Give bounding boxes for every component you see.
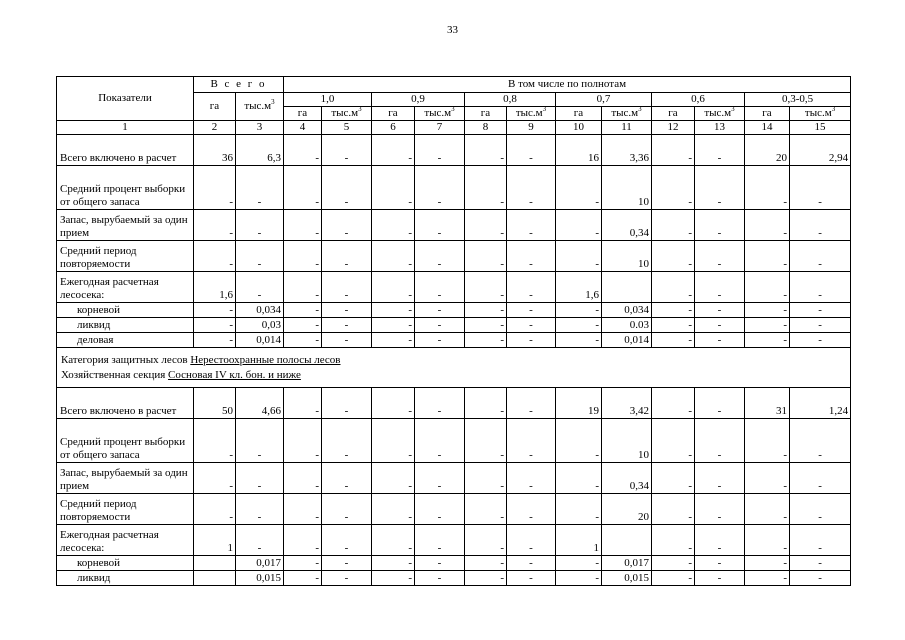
table-row bbox=[57, 571, 851, 586]
table-cell: - bbox=[372, 241, 415, 272]
table-cell: 1 bbox=[194, 525, 236, 556]
table-cell: 0,34 bbox=[602, 463, 652, 494]
header-column-number: 10 bbox=[556, 121, 602, 135]
row-label: Всего включено в расчет bbox=[57, 388, 194, 419]
table-cell: - bbox=[507, 166, 556, 210]
table-cell: - bbox=[322, 556, 372, 571]
table-cell: - bbox=[790, 241, 851, 272]
table-cell: - bbox=[465, 463, 507, 494]
row-label: корневой bbox=[57, 303, 194, 318]
table-cell: - bbox=[745, 571, 790, 586]
table-cell: 31 bbox=[745, 388, 790, 419]
table-row bbox=[57, 556, 851, 571]
table-cell: - bbox=[284, 318, 322, 333]
table-cell: - bbox=[194, 318, 236, 333]
table-cell: - bbox=[415, 494, 465, 525]
table-cell: - bbox=[236, 525, 284, 556]
table-cell: - bbox=[695, 272, 745, 303]
table-cell: - bbox=[372, 525, 415, 556]
header-density: 0,8 bbox=[465, 93, 556, 107]
table-cell: 1,6 bbox=[556, 272, 602, 303]
table-cell: 10 bbox=[602, 241, 652, 272]
table-cell: - bbox=[322, 210, 372, 241]
table-cell: - bbox=[745, 166, 790, 210]
table-cell: - bbox=[322, 571, 372, 586]
table-cell: - bbox=[556, 241, 602, 272]
table-cell: - bbox=[322, 494, 372, 525]
table-cell: - bbox=[790, 166, 851, 210]
table-cell: - bbox=[284, 525, 322, 556]
table-cell: - bbox=[790, 333, 851, 348]
table-cell: 0,034 bbox=[236, 303, 284, 318]
table-row bbox=[57, 419, 851, 463]
table-cell: - bbox=[194, 210, 236, 241]
table-cell: - bbox=[652, 419, 695, 463]
table-cell: 0,03 bbox=[236, 318, 284, 333]
table-cell: - bbox=[652, 303, 695, 318]
table-cell: 1,24 bbox=[790, 388, 851, 419]
table-cell bbox=[602, 272, 652, 303]
category-row bbox=[57, 348, 851, 388]
header-total: В с е г о bbox=[194, 77, 284, 93]
row-label: Средний процент выборки от общего запаса bbox=[57, 419, 194, 463]
table-row bbox=[57, 135, 851, 166]
table-body bbox=[57, 135, 851, 586]
table-cell: - bbox=[652, 525, 695, 556]
table-cell: - bbox=[790, 463, 851, 494]
table-cell: - bbox=[465, 318, 507, 333]
header-column-number: 6 bbox=[372, 121, 415, 135]
table-cell: 20 bbox=[602, 494, 652, 525]
table-cell: - bbox=[790, 210, 851, 241]
row-label: Запас, вырубаемый за один прием bbox=[57, 463, 194, 494]
table-cell: - bbox=[465, 241, 507, 272]
table-cell: - bbox=[507, 272, 556, 303]
header-indicators: Показатели bbox=[57, 77, 194, 121]
table-cell: - bbox=[372, 303, 415, 318]
table-cell: - bbox=[790, 303, 851, 318]
header-unit-ha: га bbox=[372, 107, 415, 121]
table-cell: - bbox=[322, 463, 372, 494]
table-cell: - bbox=[652, 166, 695, 210]
table-cell: 20 bbox=[745, 135, 790, 166]
header-unit-volume: $тыс.м^3$ bbox=[322, 107, 372, 121]
table-cell: - bbox=[284, 241, 322, 272]
header-unit-volume: $тыс.м^3$ bbox=[695, 107, 745, 121]
table-row bbox=[57, 166, 851, 210]
table-header bbox=[57, 77, 851, 135]
table-cell: - bbox=[322, 419, 372, 463]
table-cell: - bbox=[465, 303, 507, 318]
table-cell: - bbox=[507, 210, 556, 241]
table-cell: - bbox=[322, 318, 372, 333]
row-label: Ежегодная расчетная лесосека: bbox=[57, 272, 194, 303]
table-cell: 2,94 bbox=[790, 135, 851, 166]
table-row bbox=[57, 272, 851, 303]
table-cell: - bbox=[507, 241, 556, 272]
table-cell: - bbox=[556, 494, 602, 525]
table-cell: - bbox=[194, 419, 236, 463]
table-cell: - bbox=[790, 272, 851, 303]
table-cell: - bbox=[322, 166, 372, 210]
table-cell: - bbox=[415, 388, 465, 419]
table-cell: - bbox=[507, 135, 556, 166]
table-cell: - bbox=[236, 272, 284, 303]
header-column-number: 12 bbox=[652, 121, 695, 135]
row-label: Средний процент выборки от общего запаса bbox=[57, 166, 194, 210]
table-cell: - bbox=[236, 166, 284, 210]
table-cell: - bbox=[556, 303, 602, 318]
table-cell: - bbox=[415, 556, 465, 571]
table-cell: - bbox=[695, 556, 745, 571]
table-row bbox=[57, 210, 851, 241]
table-cell: 50 bbox=[194, 388, 236, 419]
table-cell: - bbox=[322, 272, 372, 303]
table-cell: - bbox=[465, 210, 507, 241]
table-cell: - bbox=[790, 571, 851, 586]
table-cell: - bbox=[745, 333, 790, 348]
table-cell: - bbox=[415, 333, 465, 348]
table-cell: - bbox=[745, 303, 790, 318]
table-cell: - bbox=[652, 241, 695, 272]
table-cell: - bbox=[194, 241, 236, 272]
table-cell: - bbox=[652, 318, 695, 333]
table-cell: - bbox=[415, 210, 465, 241]
table-cell: - bbox=[507, 333, 556, 348]
header-unit-ha: га bbox=[652, 107, 695, 121]
table-cell: 6,3 bbox=[236, 135, 284, 166]
table-cell: - bbox=[790, 525, 851, 556]
header-column-number: 15 bbox=[790, 121, 851, 135]
header-column-number: 1 bbox=[57, 121, 194, 135]
table-cell: - bbox=[652, 388, 695, 419]
table-cell: - bbox=[415, 303, 465, 318]
table-cell: - bbox=[507, 556, 556, 571]
table-cell: - bbox=[284, 556, 322, 571]
header-column-number: 13 bbox=[695, 121, 745, 135]
table-cell: 3,36 bbox=[602, 135, 652, 166]
table-cell: - bbox=[652, 135, 695, 166]
table-cell: - bbox=[745, 318, 790, 333]
table-cell: - bbox=[695, 210, 745, 241]
header-column-number: 11 bbox=[602, 121, 652, 135]
row-label: ликвид bbox=[57, 318, 194, 333]
table-cell: - bbox=[415, 272, 465, 303]
table-cell: - bbox=[507, 571, 556, 586]
table-cell: - bbox=[284, 463, 322, 494]
table-cell: - bbox=[322, 333, 372, 348]
table-cell: - bbox=[556, 318, 602, 333]
table-cell: - bbox=[236, 419, 284, 463]
table-cell: - bbox=[284, 419, 322, 463]
table-cell: - bbox=[507, 303, 556, 318]
table-cell: - bbox=[745, 210, 790, 241]
table-cell: - bbox=[322, 135, 372, 166]
table-cell: - bbox=[695, 135, 745, 166]
table-cell: - bbox=[556, 556, 602, 571]
table-cell: - bbox=[284, 303, 322, 318]
header-column-number: 9 bbox=[507, 121, 556, 135]
header-column-number: 3 bbox=[236, 121, 284, 135]
table-cell: - bbox=[556, 463, 602, 494]
row-label: ликвид bbox=[57, 571, 194, 586]
table-cell: - bbox=[695, 388, 745, 419]
table-cell: 3,42 bbox=[602, 388, 652, 419]
table-cell bbox=[602, 525, 652, 556]
header-density: 0,9 bbox=[372, 93, 465, 107]
table-cell: - bbox=[695, 333, 745, 348]
header-unit-ha: га bbox=[284, 107, 322, 121]
table-cell: 10 bbox=[602, 166, 652, 210]
economic-section: Хозяйственная секция Сосновая IV кл. бон. и ниже bbox=[61, 368, 301, 381]
table-cell: - bbox=[556, 210, 602, 241]
table-cell: 16 bbox=[556, 135, 602, 166]
table-cell: - bbox=[507, 494, 556, 525]
table-cell: - bbox=[465, 333, 507, 348]
table-cell: - bbox=[415, 525, 465, 556]
row-label: Запас, вырубаемый за один прием bbox=[57, 210, 194, 241]
header-density: 0,6 bbox=[652, 93, 745, 107]
header-density: 0,7 bbox=[556, 93, 652, 107]
table-cell: - bbox=[465, 556, 507, 571]
table-row bbox=[57, 241, 851, 272]
table-cell: - bbox=[507, 525, 556, 556]
table-cell: - bbox=[790, 419, 851, 463]
table-cell: 0,014 bbox=[236, 333, 284, 348]
table-cell: - bbox=[745, 494, 790, 525]
table-cell: - bbox=[415, 166, 465, 210]
table-cell: - bbox=[745, 463, 790, 494]
table-cell bbox=[194, 571, 236, 586]
table-cell: - bbox=[372, 210, 415, 241]
table-cell: - bbox=[745, 556, 790, 571]
table-cell: - bbox=[415, 419, 465, 463]
table-cell: - bbox=[465, 571, 507, 586]
table-cell: - bbox=[372, 388, 415, 419]
table-cell: - bbox=[507, 419, 556, 463]
header-column-number: 2 bbox=[194, 121, 236, 135]
table-row bbox=[57, 463, 851, 494]
table-cell: - bbox=[790, 318, 851, 333]
table-cell: - bbox=[695, 318, 745, 333]
table-cell: 4,66 bbox=[236, 388, 284, 419]
table-cell: - bbox=[372, 463, 415, 494]
table-cell: - bbox=[322, 303, 372, 318]
table-cell: - bbox=[322, 241, 372, 272]
table-cell: - bbox=[695, 303, 745, 318]
table-cell: - bbox=[465, 419, 507, 463]
table-row bbox=[57, 333, 851, 348]
table-cell: - bbox=[695, 494, 745, 525]
table-cell: - bbox=[415, 318, 465, 333]
header-column-number: 7 bbox=[415, 121, 465, 135]
table-cell: - bbox=[695, 525, 745, 556]
table-cell: - bbox=[695, 419, 745, 463]
table-cell: 1 bbox=[556, 525, 602, 556]
category-info bbox=[57, 348, 851, 388]
table-cell: - bbox=[695, 241, 745, 272]
header-column-number: 4 bbox=[284, 121, 322, 135]
table-cell: - bbox=[284, 494, 322, 525]
row-label: деловая bbox=[57, 333, 194, 348]
table-cell: 0,014 bbox=[602, 333, 652, 348]
table-cell: - bbox=[652, 333, 695, 348]
table-cell: - bbox=[556, 166, 602, 210]
table-cell: - bbox=[507, 388, 556, 419]
table-cell: - bbox=[695, 571, 745, 586]
table-cell: 0.03 bbox=[602, 318, 652, 333]
header-column-numbers bbox=[57, 121, 851, 135]
table-cell: - bbox=[284, 571, 322, 586]
header-unit-volume: $тыс.м^3$ bbox=[602, 107, 652, 121]
table-cell: - bbox=[652, 463, 695, 494]
header-column-number: 14 bbox=[745, 121, 790, 135]
table-cell: - bbox=[372, 333, 415, 348]
table-cell: - bbox=[465, 272, 507, 303]
table-cell: - bbox=[284, 135, 322, 166]
table-cell: - bbox=[415, 135, 465, 166]
table-cell: - bbox=[465, 135, 507, 166]
header-column-number: 8 bbox=[465, 121, 507, 135]
table-cell: - bbox=[284, 166, 322, 210]
table-row bbox=[57, 494, 851, 525]
table-cell: - bbox=[745, 241, 790, 272]
table-cell: - bbox=[194, 303, 236, 318]
table-cell: 0,034 bbox=[602, 303, 652, 318]
table-cell: 0,015 bbox=[602, 571, 652, 586]
table-cell: 36 bbox=[194, 135, 236, 166]
table-cell: - bbox=[415, 463, 465, 494]
table-cell: - bbox=[322, 525, 372, 556]
table-cell: - bbox=[790, 494, 851, 525]
row-label: Средний период повторяемости bbox=[57, 241, 194, 272]
table-row bbox=[57, 525, 851, 556]
table-cell: - bbox=[465, 494, 507, 525]
page-number: 33 bbox=[447, 24, 458, 36]
table-cell: - bbox=[194, 494, 236, 525]
table-cell: - bbox=[372, 272, 415, 303]
table-cell: - bbox=[556, 419, 602, 463]
row-label: корневой bbox=[57, 556, 194, 571]
header-column-number: 5 bbox=[322, 121, 372, 135]
table-cell: - bbox=[465, 525, 507, 556]
table-cell: - bbox=[284, 333, 322, 348]
table-cell: 19 bbox=[556, 388, 602, 419]
table-cell: - bbox=[322, 388, 372, 419]
table-cell: - bbox=[236, 463, 284, 494]
table-cell: - bbox=[652, 556, 695, 571]
table-cell: - bbox=[465, 388, 507, 419]
table-cell: - bbox=[194, 333, 236, 348]
table-cell: - bbox=[415, 571, 465, 586]
table-cell: - bbox=[284, 388, 322, 419]
forest-harvest-table bbox=[56, 76, 851, 586]
table-cell: 1,6 bbox=[194, 272, 236, 303]
table-cell: - bbox=[652, 571, 695, 586]
header-by-density: В том числе по полнотам bbox=[284, 77, 851, 93]
table-cell: - bbox=[507, 463, 556, 494]
table-cell: - bbox=[790, 556, 851, 571]
table-cell: - bbox=[372, 166, 415, 210]
table-row bbox=[57, 303, 851, 318]
protective-forest-category: Категория защитных лесов Нерестоохранные полосы лесов bbox=[61, 353, 341, 366]
header-density: 0,3-0,5 bbox=[745, 93, 851, 107]
table-cell: - bbox=[652, 272, 695, 303]
row-label: Ежегодная расчетная лесосека: bbox=[57, 525, 194, 556]
table-cell: - bbox=[284, 210, 322, 241]
table-cell: - bbox=[236, 210, 284, 241]
table-cell: 10 bbox=[602, 419, 652, 463]
table-cell: 0,017 bbox=[236, 556, 284, 571]
table-cell: - bbox=[372, 556, 415, 571]
table-cell bbox=[194, 556, 236, 571]
table-cell: - bbox=[745, 525, 790, 556]
header-total-ha: га bbox=[194, 93, 236, 121]
table-cell: - bbox=[745, 419, 790, 463]
header-unit-volume: $тыс.м^3$ bbox=[415, 107, 465, 121]
table-cell: - bbox=[652, 494, 695, 525]
header-total-volume: $тыс.м^3$ bbox=[236, 93, 284, 121]
table-cell: - bbox=[236, 241, 284, 272]
header-density: 1,0 bbox=[284, 93, 372, 107]
table-row bbox=[57, 388, 851, 419]
table-cell: 0,34 bbox=[602, 210, 652, 241]
table-cell: - bbox=[556, 571, 602, 586]
table-cell: 0,017 bbox=[602, 556, 652, 571]
table-cell: - bbox=[194, 463, 236, 494]
table-cell: - bbox=[194, 166, 236, 210]
header-unit-volume: $тыс.м^3$ bbox=[507, 107, 556, 121]
table-cell: - bbox=[695, 166, 745, 210]
table-cell: - bbox=[372, 419, 415, 463]
header-unit-ha: га bbox=[465, 107, 507, 121]
table-cell: - bbox=[372, 135, 415, 166]
table-cell: - bbox=[284, 272, 322, 303]
table-cell: - bbox=[695, 463, 745, 494]
table-cell: - bbox=[415, 241, 465, 272]
table-cell: - bbox=[465, 166, 507, 210]
table-cell: - bbox=[372, 494, 415, 525]
table-cell: - bbox=[556, 333, 602, 348]
header-unit-ha: га bbox=[556, 107, 602, 121]
table-cell: - bbox=[745, 272, 790, 303]
table-cell: - bbox=[507, 318, 556, 333]
table-cell: 0,015 bbox=[236, 571, 284, 586]
table-row bbox=[57, 318, 851, 333]
row-label: Всего включено в расчет bbox=[57, 135, 194, 166]
header-unit-ha: га bbox=[745, 107, 790, 121]
row-label: Средний период повторяемости bbox=[57, 494, 194, 525]
table-cell: - bbox=[372, 318, 415, 333]
table-cell: - bbox=[372, 571, 415, 586]
header-unit-volume: $тыс.м^3$ bbox=[790, 107, 851, 121]
table-cell: - bbox=[652, 210, 695, 241]
table-cell: - bbox=[236, 494, 284, 525]
